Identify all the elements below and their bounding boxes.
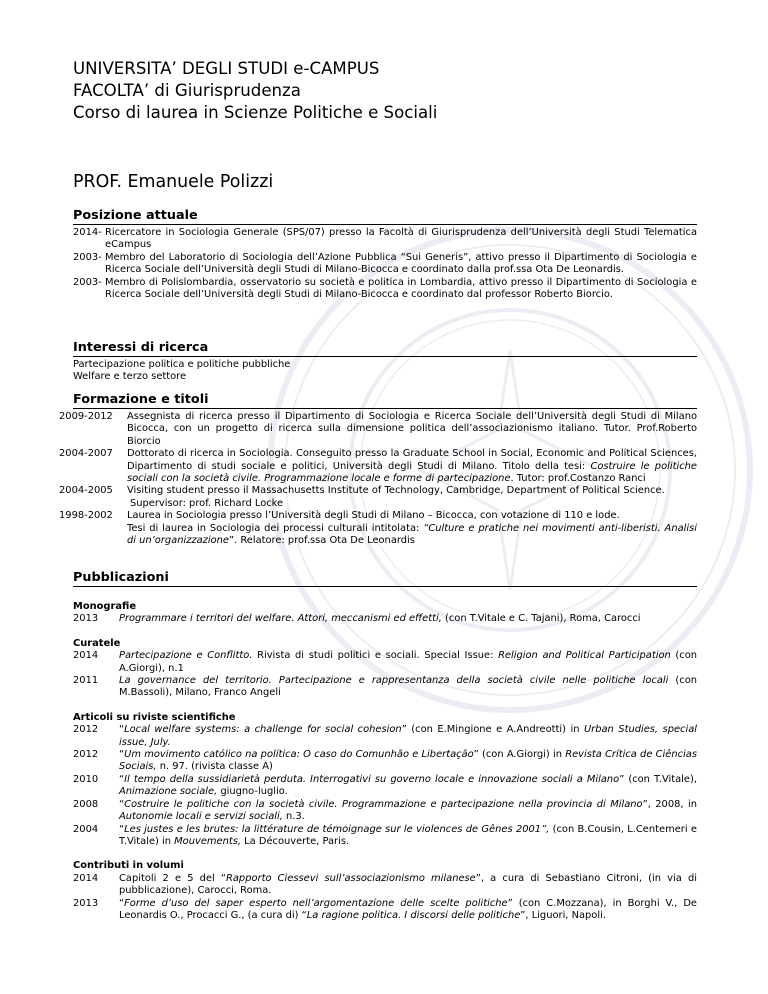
university-header: [73, 58, 437, 124]
item-year: 2014-: [73, 227, 102, 238]
text-part: ”, 2008, in: [642, 798, 697, 810]
interest-item: Partecipazione politica e politiche pubbliche: [73, 359, 291, 370]
item-year: 2009-2012: [59, 411, 113, 422]
item-year: 2012: [73, 724, 99, 736]
text-part: Laurea in Sociologia presso l’Università degli Studi di Milano – Bicocca, con votazione di 110 e lode.: [127, 510, 620, 522]
item-text: [119, 898, 697, 923]
list-item: [73, 675, 697, 700]
item-text: [119, 613, 697, 625]
list-item: [73, 873, 697, 898]
section-posizione-attuale: [73, 208, 697, 301]
text-part: La Découverte, Paris.: [241, 835, 350, 847]
text-part: ” (con T.Vitale),: [619, 773, 697, 785]
text-part: “: [119, 823, 125, 835]
item-text: Membro di Polislombardia, osservatorio su società e politica in Lombardia, attivo presso il Dipartimento di Sociologia e Ricerca Sociale dell’Università degli Studi di Milano-Bicocca e coordinato dal professor Roberto Biorcio.: [105, 276, 697, 301]
list-item: [73, 277, 697, 302]
item-text: Membro del Laboratorio di Sociologia dell’Azione Pubblica “Sui Generis”, attivo presso il Dipartimento di Sociologia e Ricerca Sociale dell’Università degli Studi di Milano-Bicocca e coordinato dalla prof.ssa Ota De Leonardis.: [105, 251, 697, 276]
item-year: 2003-: [73, 251, 102, 263]
faculty-name: FACOLTA’ di Giurisprudenza: [73, 81, 301, 100]
list-item: [73, 613, 697, 625]
list-item: [73, 824, 697, 849]
section-title: Interessi di ricerca: [73, 340, 697, 357]
report-title: Rapporto Ciessevi sull’associazionismo milanese: [226, 872, 476, 884]
subsection-contributi-volumi: Contributi in volumi: [73, 860, 184, 872]
professor-name: PROF. Emanuele Polizzi: [73, 172, 274, 192]
issue-title: Religion and Political Participation: [498, 650, 671, 662]
section-formazione-e-titoli: [59, 392, 697, 547]
book-title: Programmare i territori del welfare. Attori, meccanismi ed effetti,: [119, 613, 442, 625]
text-part: . Tutor: prof.Costanzo Ranci: [510, 473, 646, 485]
item-text: [119, 799, 697, 824]
article-title: Um movimento católico na política: O caso do Comunhão e Libertação: [124, 749, 474, 761]
text-part: Rivista di studi politici e sociali. Special Issue:: [252, 650, 499, 662]
text-part: (con A.Giorgi), n.1: [119, 650, 698, 674]
text-part: ”, Liguori, Napoli.: [520, 909, 606, 921]
text-part: ” (con E.Mingione e A.Andreotti) in: [401, 724, 584, 736]
item-text: [127, 510, 697, 547]
list-item: [73, 898, 697, 923]
text-part: ” (con C.Mozzana), in Borghi V., De Leonardis O., Procacci G., (a cura di) “: [119, 897, 697, 921]
journal-title: Animazione sociale,: [119, 786, 218, 798]
section-title: Pubblicazioni: [73, 570, 697, 587]
item-year: 2003-: [73, 276, 102, 288]
text-part: “: [119, 724, 125, 736]
text-part: Visiting student presso il Massachusetts Institute of Technology, Cambridge, Department of Political Science.: [127, 485, 665, 497]
text-part: Capitoli 2 e 5 del “: [119, 872, 227, 884]
text-part: (con M.Bassoli), Milano, Franco Angeli: [119, 675, 697, 699]
book-title: La ragione politica. I discorsi delle politiche: [306, 909, 521, 921]
item-year: 2004-2005: [59, 485, 113, 497]
journal-title: Partecipazione e Conflitto.: [119, 650, 253, 662]
section-interessi-di-ricerca: [73, 340, 697, 384]
section-title: Posizione attuale: [73, 208, 697, 225]
article-title: Local welfare systems: a challenge for social cohesion: [124, 724, 402, 736]
thesis-title: Costruire le politiche sociali con la società civile. Programmazione locale e forme di partecipazione: [127, 460, 697, 485]
item-year: 2004: [73, 823, 99, 835]
chapter-title: Forme d’uso del saper esperto nell’argomentazione delle scelte politiche: [124, 897, 508, 909]
item-year: 2014: [73, 650, 99, 662]
journal-title: Mouvements,: [174, 835, 242, 847]
item-text: [119, 675, 697, 700]
item-text: [119, 774, 697, 799]
text-part: (con T.Vitale e C. Tajani), Roma, Carocci: [441, 613, 641, 625]
list-item: [59, 448, 697, 485]
text-part: (con B.Cousin, L.Centemeri e T.Vitale) in: [119, 823, 697, 847]
interest-item: Welfare e terzo settore: [73, 371, 187, 383]
text-part: Supervisor: prof. Richard Locke: [130, 497, 284, 509]
degree-course: Corso di laurea in Scienze Politiche e Sociali: [73, 103, 438, 122]
item-year: 1998-2002: [59, 510, 113, 522]
item-year: 2010: [73, 773, 99, 785]
text-part: giugno-luglio.: [217, 786, 288, 798]
item-year: 2013: [73, 613, 99, 625]
subsection-monografie: Monografie: [73, 601, 137, 612]
text-part: “: [119, 897, 125, 909]
item-year: 2011: [73, 675, 99, 687]
item-text: [119, 650, 697, 675]
list-item: [73, 650, 697, 675]
list-item: [73, 227, 697, 252]
item-text: [127, 485, 697, 510]
item-year: 2008: [73, 798, 99, 810]
item-text: [119, 724, 697, 749]
item-text: Ricercatore in Sociologia Generale (SPS/07) presso la Facoltà di Giurisprudenza dell’Università degli Studi Telematica eCampus: [105, 227, 697, 251]
text-part: ”, a cura di Sebastiano Citroni, (in via di pubblicazione), Carocci, Roma.: [119, 872, 697, 897]
text-part: n. 97. (rivista classe A): [156, 761, 273, 773]
thesis-title: “Culture e pratiche nei movimenti anti-liberisti. Analisi di un’organizzazione: [127, 522, 697, 547]
article-title: Les justes e les brutes: la littérature de témoignage sur le violences de Gênes 2001”,: [124, 823, 550, 835]
text-part: Tesi di laurea in Sociologia dei processi culturali intitolata:: [127, 522, 424, 534]
list-item: [73, 799, 697, 824]
text-part: “: [119, 749, 125, 761]
journal-title: Autonomie locali e servizi sociali,: [119, 811, 283, 823]
subsection-articoli: Articoli su riviste scientifiche: [73, 711, 236, 723]
list-item: [73, 774, 697, 799]
article-title: Il tempo della sussidiarietà perduta. Interrogativi su governo locale e innovazione sociali a Milano: [124, 773, 620, 785]
text-part: “: [119, 798, 125, 810]
item-text: [119, 824, 697, 849]
item-text: Assegnista di ricerca presso il Dipartimento di Sociologia e Ricerca Sociale dell’Università degli Studi di Milano Bicocca, con un progetto di ricerca sulla dimensione politica dell’associazionismo italiano. Tutor. Prof.Roberto Biorcio: [127, 411, 697, 447]
university-name: UNIVERSITA’ DEGLI STUDI e-CAMPUS: [73, 59, 380, 78]
text-part: Dottorato di ricerca in Sociologia. Conseguito presso la Graduate School in Social, Economic and Political Sciences, Dipartimento di studi sociale e politici, Università degli Studi di Milano. Titolo della tesi:: [127, 448, 697, 472]
list-item: [73, 724, 697, 749]
item-text: [127, 448, 697, 485]
list-item: [59, 485, 697, 510]
journal-title: Urban Studies, special issue, July.: [119, 724, 698, 748]
list-item: [73, 252, 697, 277]
article-title: Costruire le politiche con la società civile. Programmazione e partecipazione nella provincia di Milano: [124, 798, 643, 810]
item-year: 2013: [73, 897, 99, 909]
text-part: “: [119, 773, 125, 785]
list-item: [59, 510, 697, 547]
text-part: n.3.: [282, 811, 305, 823]
item-year: 2004-2007: [59, 448, 113, 460]
book-title: La governance del territorio. Partecipazione e rappresentanza della società civile nelle politiche locali: [119, 675, 669, 687]
item-year: 2012: [73, 749, 99, 761]
text-part: ” (con A.Giorgi) in: [473, 749, 566, 761]
subsection-curatele: Curatele: [73, 637, 121, 649]
item-text: [119, 873, 697, 898]
journal-title: Revista Crítica de Ciências Sociais,: [119, 749, 697, 773]
text-part: ”. Relatore: prof.ssa Ota De Leonardis: [228, 535, 415, 547]
item-text: [119, 749, 697, 774]
section-title: Formazione e titoli: [73, 392, 697, 409]
list-item: [59, 411, 697, 448]
item-year: 2014: [73, 872, 99, 884]
list-item: [73, 749, 697, 774]
section-pubblicazioni: [73, 570, 697, 922]
